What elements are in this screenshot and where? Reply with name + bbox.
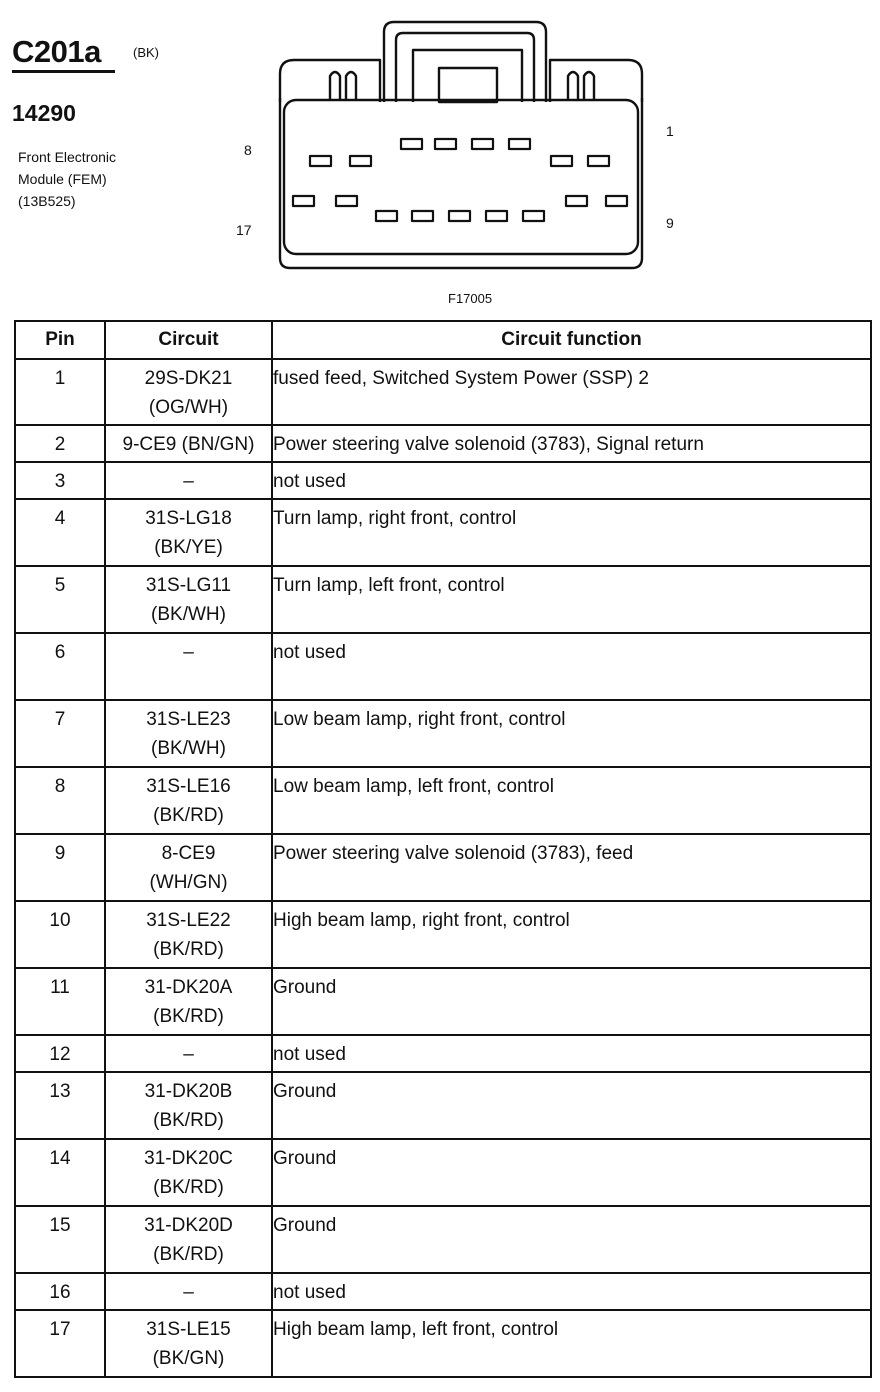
circuit-cell [105,1310,272,1377]
column-header-circuit: Circuit [105,321,272,359]
table-row [15,1035,871,1072]
circuit-code: – [183,1044,194,1065]
circuit-cell [105,1035,272,1072]
circuit-function-cell: not used [272,633,871,700]
wire-color: (BK/RD) [153,1006,224,1027]
circuit-function-cell: not used [272,1273,871,1310]
table-row [15,1072,871,1139]
circuit-function-cell: Low beam lamp, right front, control [272,700,871,767]
table-row [15,359,871,425]
pin-number-cell: 15 [15,1206,105,1273]
circuit-code: 8-CE9 [161,843,216,864]
circuit-cell [105,901,272,968]
circuit-function-cell: Low beam lamp, left front, control [272,767,871,834]
circuit-code: 31S-LG18 [145,508,232,529]
title-underline [12,70,115,73]
circuit-function-cell: Power steering valve solenoid (3783), Signal return [272,425,871,462]
circuit-code: – [183,1282,194,1303]
circuit-code: 29S-DK21 [144,368,233,389]
circuit-code: – [183,642,194,663]
circuit-cell [105,566,272,633]
table-row [15,462,871,499]
wire-color: (BK/RD) [153,939,224,960]
pin-number-cell: 17 [15,1310,105,1377]
table-header-row [15,321,871,359]
table-row [15,1206,871,1273]
pin-number-cell: 6 [15,633,105,700]
pin-number-cell: 14 [15,1139,105,1206]
circuit-cell [105,1273,272,1310]
connector-face-diagram [276,18,648,273]
pin-number-cell: 10 [15,901,105,968]
table-row [15,499,871,566]
pin-number-cell: 9 [15,834,105,901]
circuit-code: 31-DK20C [144,1148,233,1169]
circuit-cell [105,499,272,566]
circuit-function-cell: Ground [272,1139,871,1206]
figure-id: F17005 [448,291,493,306]
pin-table [14,320,872,1378]
table-row [15,1139,871,1206]
circuit-code: – [183,471,194,492]
circuit-function-cell: Turn lamp, left front, control [272,566,871,633]
wire-color: (BK/YE) [154,537,223,558]
table-row [15,700,871,767]
pin-number-cell: 13 [15,1072,105,1139]
table-row [15,834,871,901]
circuit-cell [105,359,272,425]
pin-number-cell: 12 [15,1035,105,1072]
pin-label-top-right: 1 [666,123,674,139]
circuit-cell [105,1206,272,1273]
table-row [15,1273,871,1310]
circuit-function-cell: not used [272,462,871,499]
pin-label-bottom-left: 17 [236,222,252,238]
pin-label-bottom-right: 9 [666,215,674,231]
pin-number-cell: 2 [15,425,105,462]
connector-color-code: (BK) [133,45,159,60]
circuit-function-cell: fused feed, Switched System Power (SSP) 2 [272,359,871,425]
circuit-code: 31-DK20D [144,1215,233,1236]
column-header-circuit-function: Circuit function [272,321,871,359]
circuit-function-cell: High beam lamp, right front, control [272,901,871,968]
connector-id: C201a [12,34,101,69]
circuit-cell [105,968,272,1035]
circuit-cell [105,1072,272,1139]
circuit-function-cell: Ground [272,968,871,1035]
wire-color: (BK/RD) [153,1177,224,1198]
circuit-function-cell: Power steering valve solenoid (3783), feed [272,834,871,901]
circuit-cell [105,462,272,499]
pin-number-cell: 3 [15,462,105,499]
wire-color: (BK/RD) [153,805,224,826]
circuit-code: 31-DK20B [144,1081,233,1102]
column-header-pin: Pin [15,321,105,359]
circuit-cell [105,633,272,700]
wire-color: (BK/GN) [152,1348,225,1369]
wire-color: (WH/GN) [149,872,228,893]
circuit-cell [105,834,272,901]
table-row [15,425,871,462]
circuit-code: 31S-LE23 [146,709,231,730]
wire-color: (BK/RD) [153,1110,224,1131]
pin-number-cell: 4 [15,499,105,566]
circuit-cell [105,425,272,462]
table-row [15,1310,871,1377]
circuit-cell [105,767,272,834]
pin-number-cell: 1 [15,359,105,425]
table-row [15,566,871,633]
circuit-function-cell: High beam lamp, left front, control [272,1310,871,1377]
table-row [15,901,871,968]
circuit-code: 31S-LE16 [146,776,231,797]
pin-number-cell: 11 [15,968,105,1035]
wire-color: (BK/RD) [153,1244,224,1265]
table-row [15,767,871,834]
module-description-line-2: Module (FEM) [18,171,107,187]
circuit-function-cell: Ground [272,1072,871,1139]
circuit-code: 31S-LE22 [146,910,231,931]
pin-number-cell: 7 [15,700,105,767]
pin-number-cell: 16 [15,1273,105,1310]
circuit-code: 31S-LE15 [146,1319,231,1340]
circuit-function-cell: Turn lamp, right front, control [272,499,871,566]
pin-number-cell: 8 [15,767,105,834]
pin-label-top-left: 8 [244,142,252,158]
circuit-function-cell: Ground [272,1206,871,1273]
circuit-cell [105,1139,272,1206]
wire-color: (BK/WH) [151,604,226,625]
module-description-line-1: Front Electronic [18,149,117,165]
wire-color: (BK/WH) [151,738,226,759]
part-number: 14290 [12,100,76,126]
wire-color: (OG/WH) [148,397,229,418]
table-row [15,633,871,700]
circuit-code: 9-CE9 (BN/GN) [122,434,255,455]
circuit-function-cell: not used [272,1035,871,1072]
module-description-line-3: (13B525) [18,193,76,209]
circuit-code: 31-DK20A [144,977,233,998]
table-row [15,968,871,1035]
circuit-cell [105,700,272,767]
circuit-code: 31S-LG11 [145,575,232,596]
pin-number-cell: 5 [15,566,105,633]
